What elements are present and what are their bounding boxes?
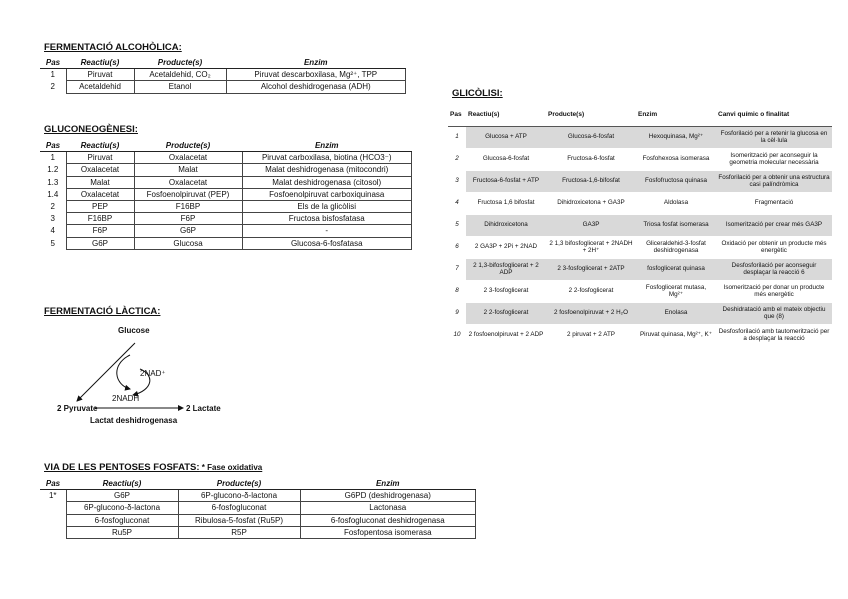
table-cell: Fosfoenolpiruvat carboxiquinasa [242,188,412,200]
table-cell: 2 fosfoenolpiruvat + 2 ADP [466,324,546,346]
col-header: Enzim [636,104,716,126]
table-cell: Oxalacetat [66,164,134,176]
table-cell: Oxalacetat [66,188,134,200]
glucose-label: Glucose [118,326,150,335]
col-header: Reactiu(s) [66,140,134,152]
pyruvate-label: 2 Pyruvate [57,404,98,413]
col-header: Enzim [300,478,476,490]
col-header: Producte(s) [134,57,226,69]
table-cell: 2 fosfoenolpiruvat + 2 H₂O [546,302,636,324]
table-cell: PEP [66,200,134,212]
pentose-phosphate-title [44,462,262,473]
table-cell: Malat deshidrogenasa (citosol) [242,176,412,188]
col-header: Pas [448,104,466,126]
step-cell: 10 [448,324,466,346]
table-cell: Isomerització per donar un producte més energètic [716,280,832,302]
table-cell: Acetaldehid, CO₂ [134,69,226,81]
table-cell: 2 1,3 bifosfoglicerat + 2NADH + 2H⁺ [546,236,636,258]
pentose-title-text: VIA DE LES PENTOSES FOSFATS: [44,462,200,473]
lactate-dehydrogenase-label: Lactat deshidrogenasa [90,416,178,425]
table-cell: Fructosa 1,6 bifosfat [466,192,546,214]
col-header: Reactiu(s) [66,57,134,69]
table-row [448,192,832,214]
table-cell: Malat deshidrogenasa (mitocondri) [242,164,412,176]
table-cell: Piruvat descarboxilasa, Mg²⁺, TPP [226,69,406,81]
table-cell: Dihidroxicetona + GA3P [546,192,636,214]
table-cell: Malat [66,176,134,188]
step-cell: 9 [448,302,466,324]
table-cell: fosfoglicerat quinasa [636,258,716,280]
step-cell: 2 [40,81,66,93]
table-row [40,526,476,538]
table-cell: Desfosforilació per aconseguir desplaçar la reacció 6 [716,258,832,280]
glucose-to-pyruvate-arrow [77,343,135,401]
table-row [40,200,412,212]
table-cell: Glucosa-6-fosfat [466,148,546,170]
table-cell: Fosfofructosa quinasa [636,170,716,192]
table-cell: F6P [66,225,134,237]
step-cell: 1 [40,69,66,81]
table-cell: Piruvat quinasa, Mg²⁺, K⁺ [636,324,716,346]
table-cell: 2 3-fosfoglicerat [466,280,546,302]
table-cell: F16BP [134,200,242,212]
step-cell: 4 [448,192,466,214]
table-cell: Fosfoglicerat mutasa, Mg²⁺ [636,280,716,302]
col-header: Producte(s) [134,140,242,152]
table-cell: Piruvat [66,69,134,81]
table-cell: Glucosa-6-fosfatasa [242,237,412,249]
step-cell: 7 [448,258,466,280]
table-cell: Deshidratació amb el mateix objectiu que (8) [716,302,832,324]
table-cell: G6P [66,490,178,502]
table-row [40,213,412,225]
table-cell: G6PD (deshidrogenasa) [300,490,476,502]
table-row [40,164,412,176]
step-cell: 6 [448,236,466,258]
table-cell: 6-fosfogluconat [178,502,300,514]
alcoholic-fermentation-title: FERMENTACIÓ ALCOHÒLICA: [44,42,182,53]
lactic-arrows [55,335,195,415]
step-cell: 1 [448,126,466,148]
table-cell: Glucosa [134,237,242,249]
table-cell: Triosa fosfat isomerasa [636,214,716,236]
table-cell: Isomerització per crear més GA3P [716,214,832,236]
table-cell: G6P [134,225,242,237]
col-header: Pas [40,478,66,490]
table-cell: F16BP [66,213,134,225]
table-cell: Desfosforilació amb tautomerització per a desplaçar la reacció [716,324,832,346]
lactate-label: 2 Lactate [186,404,221,413]
step-cell: 3 [40,213,66,225]
table-cell: Lactonasa [300,502,476,514]
alcoholic-fermentation-table [40,57,406,94]
table-cell: Piruvat carboxilasa, biotina (HCO3⁻) [242,152,412,164]
table-cell: Ribulosa-5-fosfat (Ru5P) [178,514,300,526]
table-cell: Isomerització per aconseguir la geometria molecular necessària [716,148,832,170]
step-cell: 1 [40,152,66,164]
table-cell: Fructosa bisfosfatasa [242,213,412,225]
table-cell: G6P [66,237,134,249]
table-row [40,225,412,237]
table-row [40,502,476,514]
table-row [448,258,832,280]
table-cell: Hexoquinasa, Mg²⁺ [636,126,716,148]
col-header: Enzim [226,57,406,69]
table-cell: Piruvat [66,152,134,164]
table-cell: Enolasa [636,302,716,324]
lactic-fermentation-title: FERMENTACIÓ LÀCTICA: [44,306,161,317]
table-cell: Malat [134,164,242,176]
pentose-note: * Fase oxidativa [199,463,263,472]
step-cell: 2 [40,200,66,212]
table-row [40,81,406,93]
step-cell: 4 [40,225,66,237]
table-cell: 6-fosfogluconat [66,514,178,526]
gluconeogenesis-title: GLUCONEOGÈNESI: [44,124,138,135]
table-cell: Fosforilació per a obtenir una estructura casi palíndròmica [716,170,832,192]
table-cell: 2 3-fosfoglicerat + 2ATP [546,258,636,280]
table-row [40,514,476,526]
step-cell: 5 [40,237,66,249]
step-cell [40,526,66,538]
table-cell: 2 1,3-bifosfoglicerat + 2 ADP [466,258,546,280]
table-cell: Aldolasa [636,192,716,214]
table-row [40,69,406,81]
table-cell: F6P [134,213,242,225]
table-row [448,214,832,236]
table-cell: Fructosa-6-fosfat [546,148,636,170]
col-header: Canvi químic o finalitat [716,104,832,126]
table-cell: 2 piruvat + 2 ATP [546,324,636,346]
table-cell: Oxalacetat [134,152,242,164]
table-cell: 2 2-fosfoglicerat [466,302,546,324]
table-row [40,176,412,188]
gluconeogenesis-table [40,140,412,250]
col-header: Reactiu(s) [66,478,178,490]
col-header: Pas [40,140,66,152]
table-cell: Glucosa-6-fosfat [546,126,636,148]
step-cell [40,514,66,526]
table-row [448,148,832,170]
col-header: Enzim [242,140,412,152]
table-row [40,152,412,164]
table-cell: Oxalacetat [134,176,242,188]
table-cell: Acetaldehid [66,81,134,93]
table-cell: Etanol [134,81,226,93]
table-cell: Fructosa-1,6-bifosfat [546,170,636,192]
table-cell: Fosfopentosa isomerasa [300,526,476,538]
table-cell: Fosforilació per a retenir la glucosa en la cèl·lula [716,126,832,148]
table-cell: - [242,225,412,237]
table-cell: Fosfoenolpiruvat (PEP) [134,188,242,200]
table-cell: Gliceraldehid-3-fosfat deshidrogenasa [636,236,716,258]
table-cell: Ru5P [66,526,178,538]
nad-label: 2NAD⁺ [140,369,166,378]
step-cell [40,502,66,514]
table-row [40,490,476,502]
table-cell: Fructosa-6-fosfat + ATP [466,170,546,192]
table-cell: Oxidació per obtenir un producte més energètic [716,236,832,258]
step-cell: 1.4 [40,188,66,200]
table-cell: 2 GA3P + 2Pi + 2NAD [466,236,546,258]
table-cell: Els de la glicòlisi [242,200,412,212]
table-cell: GA3P [546,214,636,236]
step-cell: 5 [448,214,466,236]
table-cell: Fragmentació [716,192,832,214]
step-cell: 1* [40,490,66,502]
table-row [448,170,832,192]
glycolysis-table [448,104,832,347]
step-cell: 1.3 [40,176,66,188]
table-row [448,302,832,324]
table-cell: 6P-glucono-δ-lactona [66,502,178,514]
table-cell: Glucosa + ATP [466,126,546,148]
table-cell: R5P [178,526,300,538]
nad-cycle-arrow [117,355,130,389]
col-header: Pas [40,57,66,69]
pentose-phosphate-table [40,478,476,539]
table-cell: 6-fosfogluconat deshidrogenasa [300,514,476,526]
table-row [448,280,832,302]
col-header: Reactiu(s) [466,104,546,126]
step-cell: 3 [448,170,466,192]
step-cell: 2 [448,148,466,170]
table-row [40,188,412,200]
table-cell: Alcohol deshidrogenasa (ADH) [226,81,406,93]
nadh-label: 2NADH [112,394,140,403]
table-row [40,237,412,249]
table-cell: 6P-glucono-δ-lactona [178,490,300,502]
table-row [448,126,832,148]
col-header: Producte(s) [178,478,300,490]
col-header: Producte(s) [546,104,636,126]
table-row [448,324,832,346]
step-cell: 8 [448,280,466,302]
table-cell: Fosfohexosa isomerasa [636,148,716,170]
step-cell: 1.2 [40,164,66,176]
table-cell: 2 2-fosfoglicerat [546,280,636,302]
nadh-cycle-arrow [133,369,150,395]
table-row [448,236,832,258]
table-cell: Dihidroxicetona [466,214,546,236]
glycolysis-title: GLICÒLISI: [452,88,503,99]
